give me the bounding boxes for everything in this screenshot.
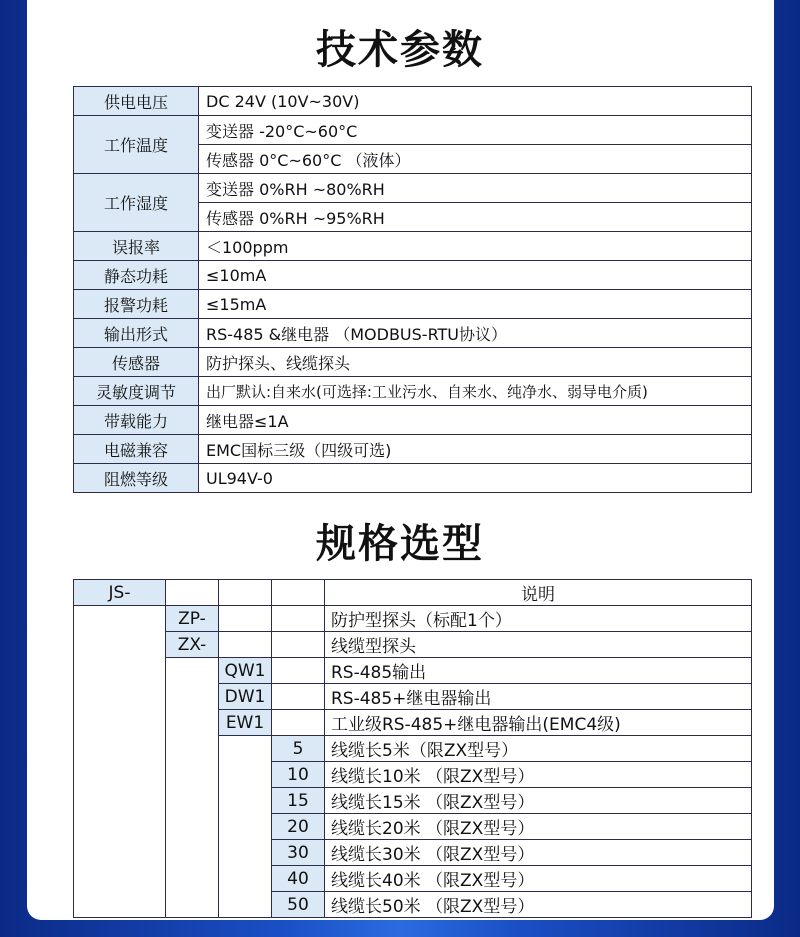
table-row <box>74 116 752 145</box>
desc-cell: 工业级RS-485+继电器输出(EMC4级) <box>325 710 752 736</box>
spec-value: ≤10mA <box>199 261 752 290</box>
spec-value: 出厂默认:自来水(可选择:工业污水、自来水、纯净水、弱导电介质) <box>199 377 752 406</box>
spec-value: DC 24V (10V~30V) <box>199 87 752 116</box>
empty-cell <box>272 632 325 658</box>
table-row <box>74 87 752 116</box>
code-cell: QW1 <box>219 658 272 684</box>
desc-cell: 线缆长10米 （限ZX型号） <box>325 762 752 788</box>
code-cell: 15 <box>272 788 325 814</box>
code-cell: 5 <box>272 736 325 762</box>
desc-header: 说明 <box>325 580 752 606</box>
desc-cell: 线缆长20米 （限ZX型号） <box>325 814 752 840</box>
table-row <box>74 261 752 290</box>
empty-cell <box>272 710 325 736</box>
spec-table <box>73 86 752 493</box>
table-row <box>74 290 752 319</box>
desc-cell: 线缆型探头 <box>325 632 752 658</box>
empty-cell <box>166 658 219 918</box>
code-cell: 40 <box>272 866 325 892</box>
spec-value: ＜100ppm <box>199 232 752 261</box>
table-row <box>74 606 752 632</box>
code-cell: ZX- <box>166 632 219 658</box>
spec-label: 误报率 <box>74 232 199 261</box>
code-cell: DW1 <box>219 684 272 710</box>
desc-cell: RS-485输出 <box>325 658 752 684</box>
desc-cell: 线缆长15米 （限ZX型号） <box>325 788 752 814</box>
select-table <box>73 579 752 918</box>
table-row <box>74 632 752 658</box>
code-cell: 50 <box>272 892 325 918</box>
table-row <box>74 174 752 203</box>
spec-value: ≤15mA <box>199 290 752 319</box>
spec-value: 继电器≤1A <box>199 406 752 435</box>
spec-value: 传感器 0°C~60°C （液体） <box>199 145 752 174</box>
empty-cell <box>272 658 325 684</box>
spec-value: RS-485 &继电器 （MODBUS-RTU协议） <box>199 319 752 348</box>
empty-cell <box>219 606 272 632</box>
table-row <box>74 658 752 684</box>
spec-label: 传感器 <box>74 348 199 377</box>
table-row <box>74 464 752 493</box>
spec-value: UL94V-0 <box>199 464 752 493</box>
desc-cell: 线缆长40米 （限ZX型号） <box>325 866 752 892</box>
spec-value: EMC国标三级（四级可选) <box>199 435 752 464</box>
spec-label: 工作湿度 <box>74 174 199 232</box>
spec-label: 灵敏度调节 <box>74 377 199 406</box>
spec-label: 带载能力 <box>74 406 199 435</box>
spec-title: 技术参数 <box>316 27 484 73</box>
desc-cell: 线缆长30米 （限ZX型号） <box>325 840 752 866</box>
spec-value: 传感器 0%RH ~95%RH <box>199 203 752 232</box>
spec-label: 阻燃等级 <box>74 464 199 493</box>
table-row <box>74 435 752 464</box>
spec-label: 报警功耗 <box>74 290 199 319</box>
empty-cell <box>166 580 219 606</box>
desc-cell: 防护型探头（标配1个） <box>325 606 752 632</box>
spec-value: 变送器 -20°C~60°C <box>199 116 752 145</box>
table-row <box>74 348 752 377</box>
code-cell: JS- <box>74 580 166 606</box>
table-row <box>74 232 752 261</box>
table-row <box>74 406 752 435</box>
select-title: 规格选型 <box>316 521 484 567</box>
code-cell: 30 <box>272 840 325 866</box>
desc-cell: 线缆长50米 （限ZX型号） <box>325 892 752 918</box>
empty-cell <box>219 736 272 918</box>
spec-label: 工作温度 <box>74 116 199 174</box>
desc-cell: 线缆长5米（限ZX型号） <box>325 736 752 762</box>
spec-value: 变送器 0%RH ~80%RH <box>199 174 752 203</box>
empty-cell <box>74 606 166 918</box>
desc-cell: RS-485+继电器输出 <box>325 684 752 710</box>
table-row <box>74 580 752 606</box>
empty-cell <box>219 632 272 658</box>
table-row <box>74 319 752 348</box>
code-cell: EW1 <box>219 710 272 736</box>
empty-cell <box>272 606 325 632</box>
empty-cell <box>272 580 325 606</box>
code-cell: 10 <box>272 762 325 788</box>
spec-label: 电磁兼容 <box>74 435 199 464</box>
spec-label: 供电电压 <box>74 87 199 116</box>
code-cell: ZP- <box>166 606 219 632</box>
code-cell: 20 <box>272 814 325 840</box>
empty-cell <box>272 684 325 710</box>
empty-cell <box>219 580 272 606</box>
spec-value: 防护探头、线缆探头 <box>199 348 752 377</box>
spec-label: 静态功耗 <box>74 261 199 290</box>
table-row <box>74 377 752 406</box>
spec-label: 输出形式 <box>74 319 199 348</box>
